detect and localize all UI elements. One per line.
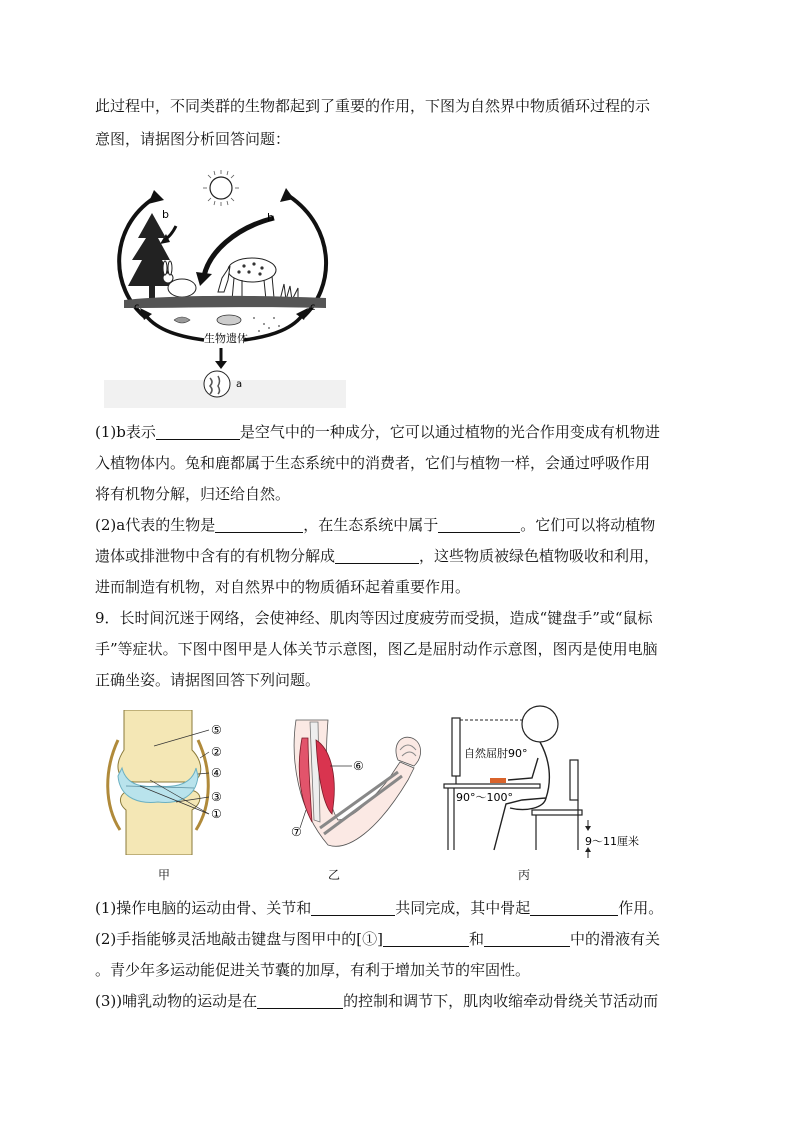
arm-figure [288, 710, 428, 855]
height-label: 9～11厘米 [585, 835, 639, 848]
chair-seat [532, 810, 582, 815]
joint-figure [104, 710, 244, 855]
q9-part2-line1: (2)手指能够灵活地敲击键盘与图甲中的[①] 和 中的滑液有关 [95, 930, 660, 948]
answer-blank-control[interactable] [257, 993, 343, 1009]
answer-blank-a-role[interactable] [438, 517, 520, 533]
q9-part3: (3))哺乳动物的运动是在 的控制和调节下，肌肉收缩牵动骨绕关节活动而 [95, 992, 659, 1010]
label-c-left: c [134, 302, 140, 313]
joint-label-2: ② [211, 745, 222, 759]
q8-part1-line1: (1)b表示 是空气中的一种成分，它可以通过植物的光合作用变成有机物进 [95, 423, 660, 441]
q9-part2-line2: 。青少年多运动能促进关节囊的加厚，有利于增加关节的牢固性。 [95, 961, 531, 979]
material-cycle-figure [104, 168, 346, 408]
q9-stem-line1: 9．长时间沉迷于网络，会使神经、肌肉等因过度疲劳而受损，造成“键盘手”或“鼠标 [95, 609, 653, 627]
answer-blank-cavity[interactable] [484, 931, 570, 947]
head-icon [522, 706, 558, 742]
answer-blank-b[interactable] [156, 424, 240, 440]
label-b-left: b [162, 208, 169, 221]
rabbit-icon [163, 261, 196, 297]
soil-texture [253, 317, 280, 332]
chair-back [570, 760, 578, 800]
caption-yi: 乙 [328, 868, 341, 882]
answer-blank-a-organism[interactable] [215, 517, 303, 533]
animal-remains-icon [217, 315, 241, 325]
knee-angle-label: 90°～100° [456, 791, 513, 804]
q8-part2-line1: (2)a代表的生物是 ，在生态系统中属于 。它们可以将动植物 [95, 516, 656, 534]
desk-top [444, 784, 540, 788]
joint-label-4: ④ [211, 766, 222, 780]
answer-blank-decomposed[interactable] [335, 548, 419, 564]
joint-label-1: ① [211, 807, 222, 821]
intro-line-2: 意图，请据图分析回答问题： [95, 130, 291, 148]
microbe-icon [204, 371, 230, 397]
keyboard-icon [490, 778, 506, 783]
q8-part1-line2: 入植物体内。兔和鹿都属于生态系统中的消费者，它们与植物一样，会通过呼吸作用 [95, 454, 651, 472]
hand-icon [396, 737, 421, 766]
label-remains: 生物遗体 [204, 332, 248, 345]
sun-icon [203, 170, 239, 206]
upper-bone [118, 710, 201, 782]
monitor-icon [452, 718, 460, 776]
answer-blank-motion[interactable] [311, 900, 395, 916]
joint-label-5: ⑤ [211, 723, 222, 737]
leaf-remains-icon [174, 317, 190, 323]
intro-line-1: 此过程中，不同类群的生物都起到了重要的作用，下图为自然界中物质循环过程的示 [95, 97, 651, 115]
caption-jia: 甲 [158, 868, 171, 882]
q9-stem-line2: 手”等症状。下图中图甲是人体关节示意图，图乙是屈肘动作示意图，图丙是使用电脑 [95, 640, 658, 658]
caption-bing: 丙 [518, 868, 531, 882]
left-arc-arrowhead [148, 190, 164, 204]
c-left-arrow [144, 313, 204, 340]
q8-part2-line3: 进而制造有机物，对自然界中的物质循环起着重要作用。 [95, 578, 471, 596]
q9-stem-line3: 正确坐姿。请据图回答下列问题。 [95, 671, 321, 689]
posture-figure [440, 700, 660, 860]
label-b-right: b [267, 211, 274, 224]
arm-label-6: ⑥ [353, 759, 364, 773]
label-c-right: c [310, 302, 316, 313]
elbow-angle-label: 自然屈肘90° [464, 747, 528, 760]
label-a: a [236, 379, 243, 390]
q8-part2-line2: 遗体或排泄物中含有的有机物分解成 ，这些物质被绿色植物吸收和利用， [95, 547, 660, 565]
arm-label-7: ⑦ [291, 825, 302, 839]
answer-blank-bone-role[interactable] [530, 900, 618, 916]
q9-part1: (1)操作电脑的运动由骨、关节和 共同完成，其中骨起 作用。 [95, 899, 664, 917]
joint-label-3: ③ [211, 790, 222, 804]
q8-part1-line3: 将有机物分解，归还给自然。 [95, 485, 291, 503]
arm-outline-posture [508, 758, 538, 780]
deer-icon [218, 258, 276, 300]
answer-blank-cartilage[interactable] [383, 931, 469, 947]
